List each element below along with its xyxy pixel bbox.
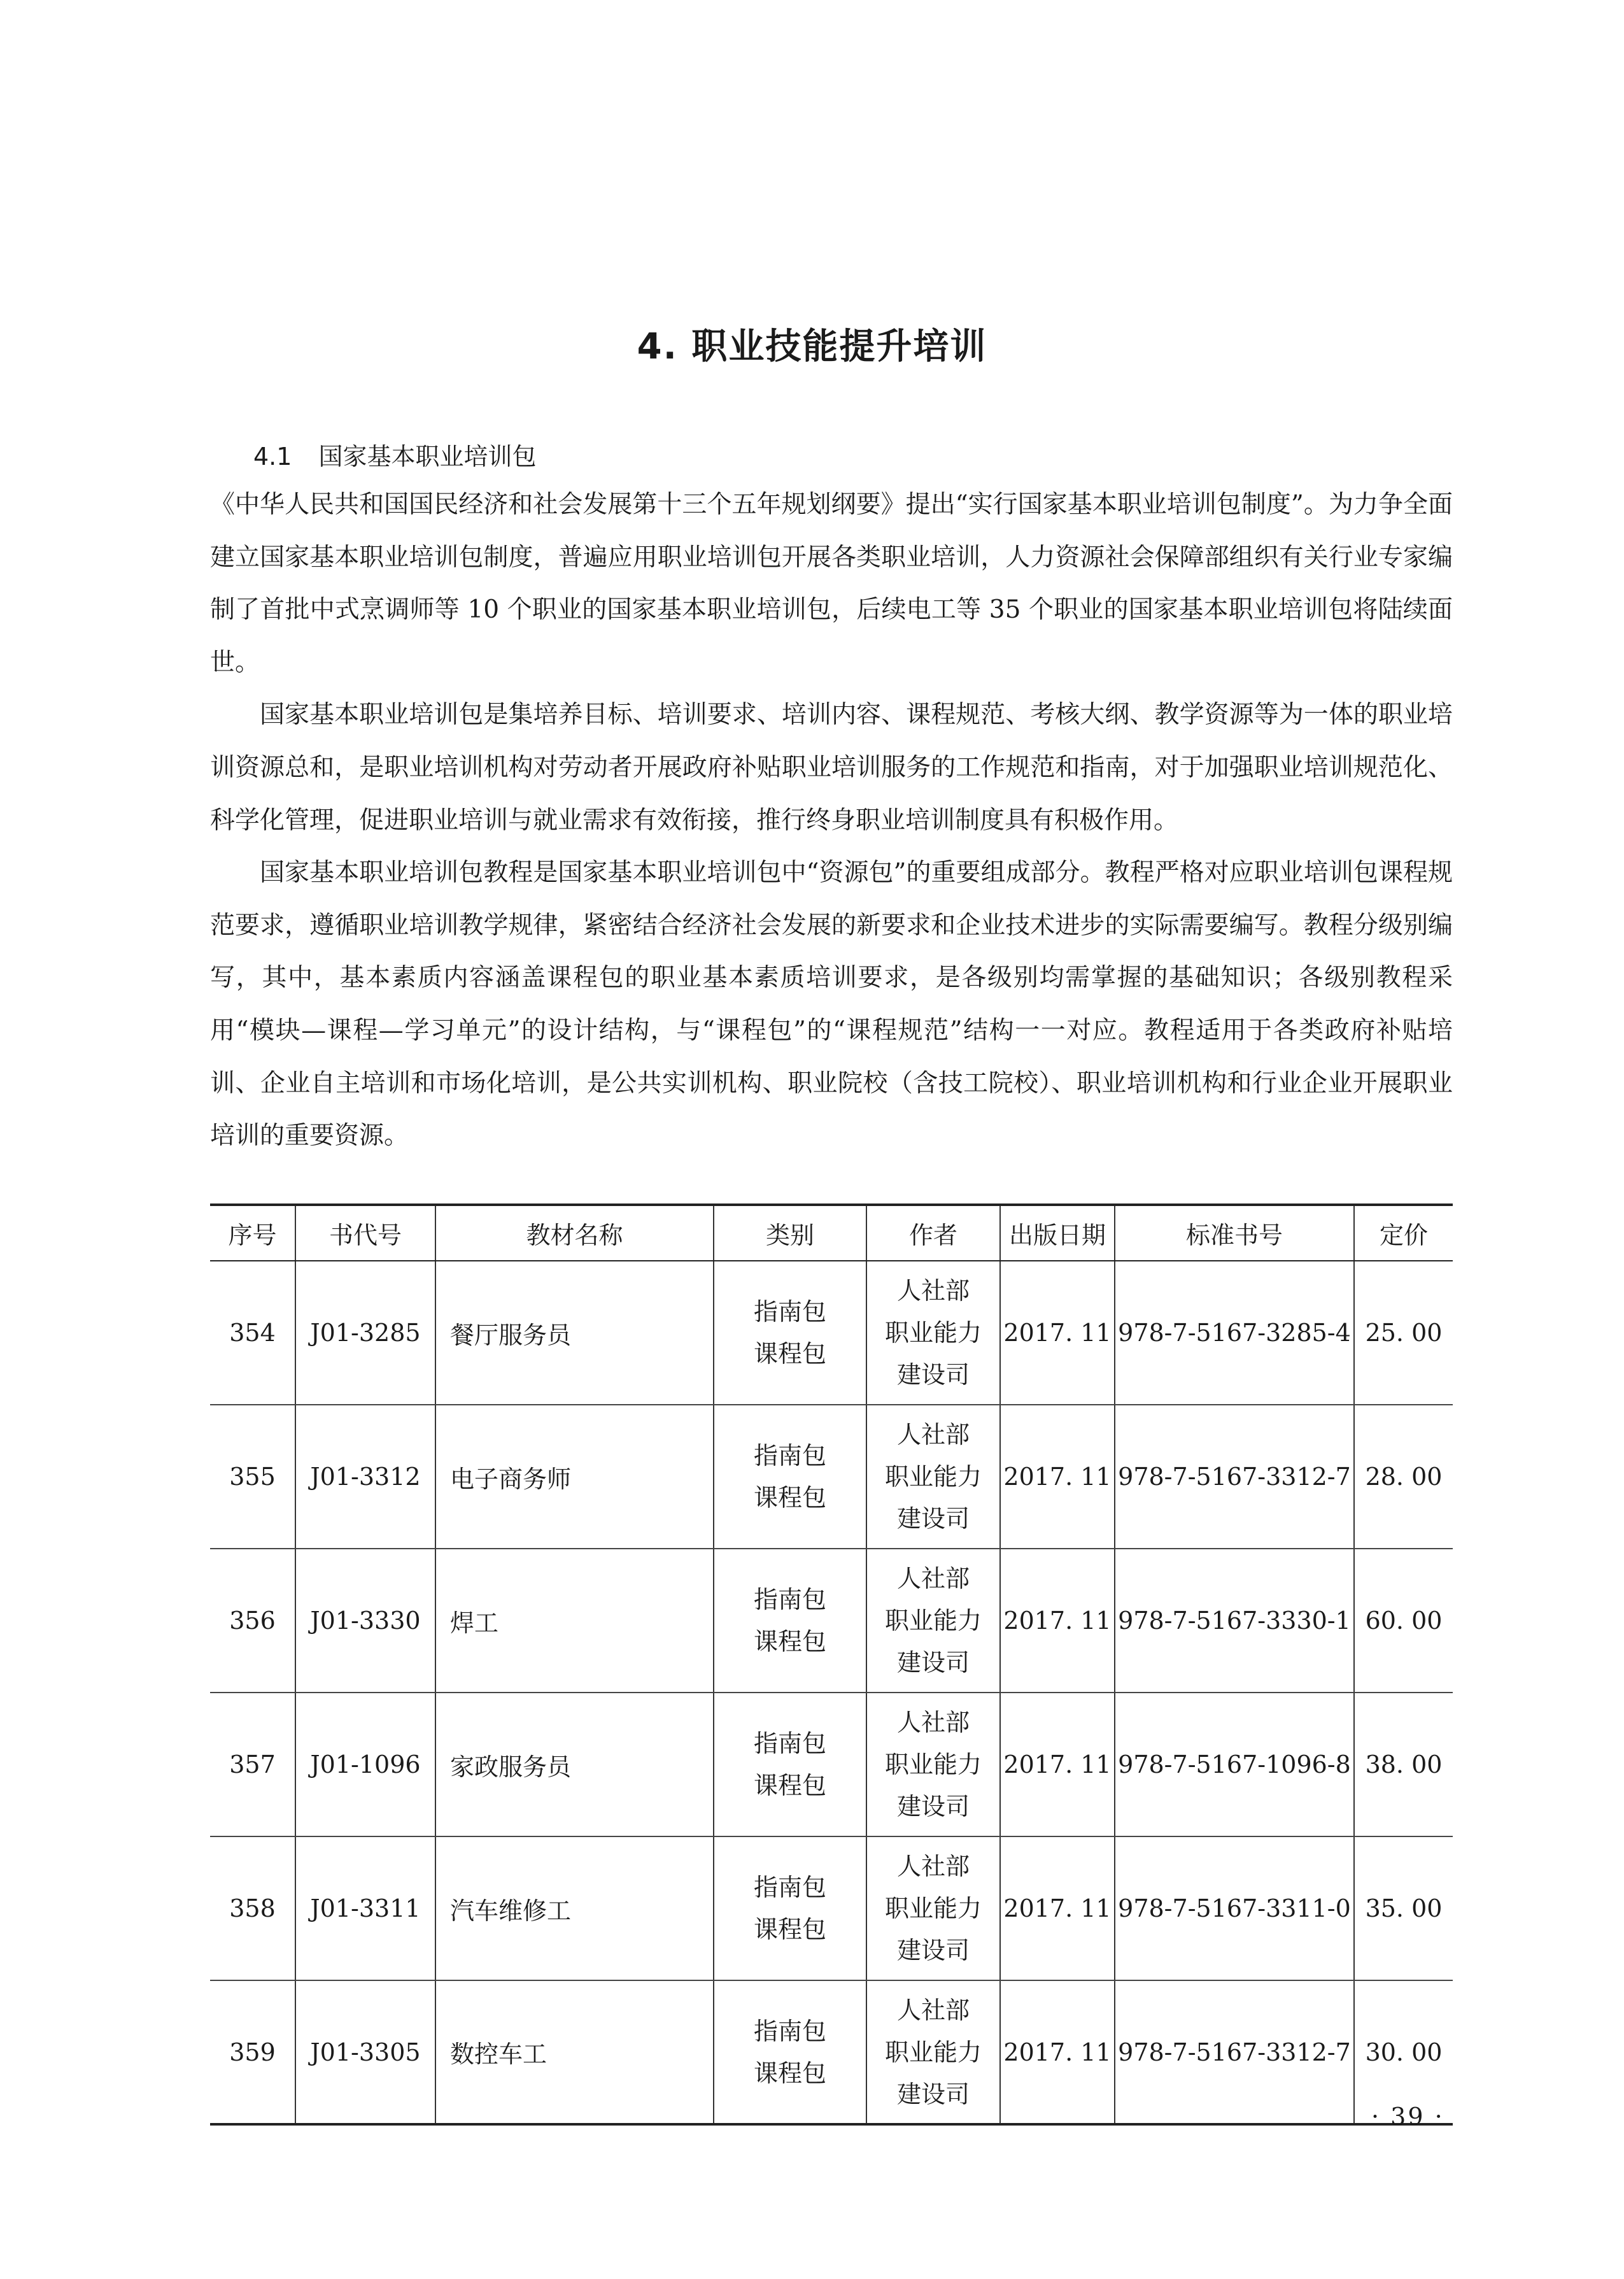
cell-author: 人社部 职业能力 建设司: [866, 1405, 1000, 1549]
cell-isbn: 978-7-5167-3330-1: [1115, 1549, 1354, 1693]
header-price: 定价: [1354, 1205, 1453, 1261]
cell-author: 人社部 职业能力 建设司: [866, 1980, 1000, 2124]
cell-name: 汽车维修工: [435, 1836, 714, 1980]
textbook-table: [210, 1203, 1453, 2126]
cell-author: 人社部 职业能力 建设司: [866, 1693, 1000, 1836]
header-date: 出版日期: [1000, 1205, 1115, 1261]
cell-category: 指南包 课程包: [714, 1549, 866, 1693]
cell-date: 2017. 11: [1000, 1836, 1115, 1980]
cell-code: J01-3330: [295, 1549, 435, 1693]
cell-category: 指南包 课程包: [714, 1693, 866, 1836]
header-seq: 序号: [210, 1205, 295, 1261]
paragraph-2: 国家基本职业培训包是集培养目标、培训要求、培训内容、课程规范、考核大纲、教学资源等为一体的职业培训资源总和，是职业培训机构对劳动者开展政府补贴职业培训服务的工作规范和指南，对于加强职业培训规范化、科学化管理，促进职业培训与就业需求有效衔接，推行终身职业培训制度具有积极作用。: [210, 700, 1453, 835]
cell-author: 人社部 职业能力 建设司: [866, 1836, 1000, 1980]
cell-name: 数控车工: [435, 1980, 714, 2124]
table-row: [210, 1980, 1453, 2124]
cell-seq: 359: [210, 1980, 295, 2124]
chapter-title: 4. 职业技能提升培训: [637, 326, 987, 367]
cell-category: 指南包 课程包: [714, 1836, 866, 1980]
header-category: 类别: [714, 1205, 866, 1261]
cell-category: 指南包 课程包: [714, 1261, 866, 1405]
cell-code: J01-1096: [295, 1693, 435, 1836]
cell-code: J01-3312: [295, 1405, 435, 1549]
cell-price: 28. 00: [1354, 1405, 1453, 1549]
table-header-row: [210, 1205, 1453, 1261]
paragraph-3: 国家基本职业培训包教程是国家基本职业培训包中“资源包”的重要组成部分。教程严格对应职业培训包课程规范要求，遵循职业培训教学规律，紧密结合经济社会发展的新要求和企业技术进步的实际需要编写。教程分级别编写，其中，基本素质内容涵盖课程包的职业基本素质培训要求，是各级别均需掌握的基础知识；各级别教程采用“模块—课程—学习单元”的设计结构，与“课程包”的“课程规范”结构一一对应。教程适用于各类政府补贴培训、企业自主培训和市场化培训，是公共实训机构、职业院校（含技工院校）、职业培训机构和行业企业开展职业培训的重要资源。: [210, 858, 1453, 1151]
table-row: [210, 1261, 1453, 1405]
cell-date: 2017. 11: [1000, 1980, 1115, 2124]
cell-code: J01-3311: [295, 1836, 435, 1980]
cell-isbn: 978-7-5167-3285-4: [1115, 1261, 1354, 1405]
cell-name: 家政服务员: [435, 1693, 714, 1836]
cell-seq: 357: [210, 1693, 295, 1836]
section-title: 国家基本职业培训包: [318, 443, 537, 471]
cell-isbn: 978-7-5167-3311-0: [1115, 1836, 1354, 1980]
cell-seq: 355: [210, 1405, 295, 1549]
cell-date: 2017. 11: [1000, 1261, 1115, 1405]
header-name: 教材名称: [435, 1205, 714, 1261]
cell-price: 35. 00: [1354, 1836, 1453, 1980]
page-number: · 39 ·: [1371, 2103, 1444, 2131]
body-text: [210, 479, 1453, 1163]
cell-seq: 356: [210, 1549, 295, 1693]
cell-isbn: 978-7-5167-1096-8: [1115, 1693, 1354, 1836]
cell-name: 电子商务师: [435, 1405, 714, 1549]
cell-price: 38. 00: [1354, 1693, 1453, 1836]
cell-isbn: 978-7-5167-3312-7: [1115, 1405, 1354, 1549]
cell-seq: 358: [210, 1836, 295, 1980]
cell-price: 60. 00: [1354, 1549, 1453, 1693]
table-row: [210, 1549, 1453, 1693]
cell-date: 2017. 11: [1000, 1549, 1115, 1693]
cell-isbn: 978-7-5167-3312-7: [1115, 1980, 1354, 2124]
paragraph-1: 《中华人民共和国国民经济和社会发展第十三个五年规划纲要》提出“实行国家基本职业培训包制度”。为力争全面建立国家基本职业培训包制度，普遍应用职业培训包开展各类职业培训，人力资源社会保障部组织有关行业专家编制了首批中式烹调师等 10 个职业的国家基本职业培训包，后续电工等 35 个职业的国家基本职业培训包将陆续面世。: [210, 490, 1453, 677]
cell-price: 25. 00: [1354, 1261, 1453, 1405]
table-row: [210, 1693, 1453, 1836]
cell-code: J01-3305: [295, 1980, 435, 2124]
cell-author: 人社部 职业能力 建设司: [866, 1549, 1000, 1693]
table-row: [210, 1405, 1453, 1549]
table-row: [210, 1836, 1453, 1980]
section-number: 4.1: [253, 443, 292, 471]
cell-category: 指南包 课程包: [714, 1405, 866, 1549]
cell-date: 2017. 11: [1000, 1693, 1115, 1836]
cell-name: 焊工: [435, 1549, 714, 1693]
header-isbn: 标准书号: [1115, 1205, 1354, 1261]
cell-author: 人社部 职业能力 建设司: [866, 1261, 1000, 1405]
cell-seq: 354: [210, 1261, 295, 1405]
cell-category: 指南包 课程包: [714, 1980, 866, 2124]
header-author: 作者: [866, 1205, 1000, 1261]
cell-name: 餐厅服务员: [435, 1261, 714, 1405]
section-heading: [253, 437, 536, 472]
cell-date: 2017. 11: [1000, 1405, 1115, 1549]
cell-code: J01-3285: [295, 1261, 435, 1405]
header-code: 书代号: [295, 1205, 435, 1261]
cell-price: 30. 00: [1354, 1980, 1453, 2124]
